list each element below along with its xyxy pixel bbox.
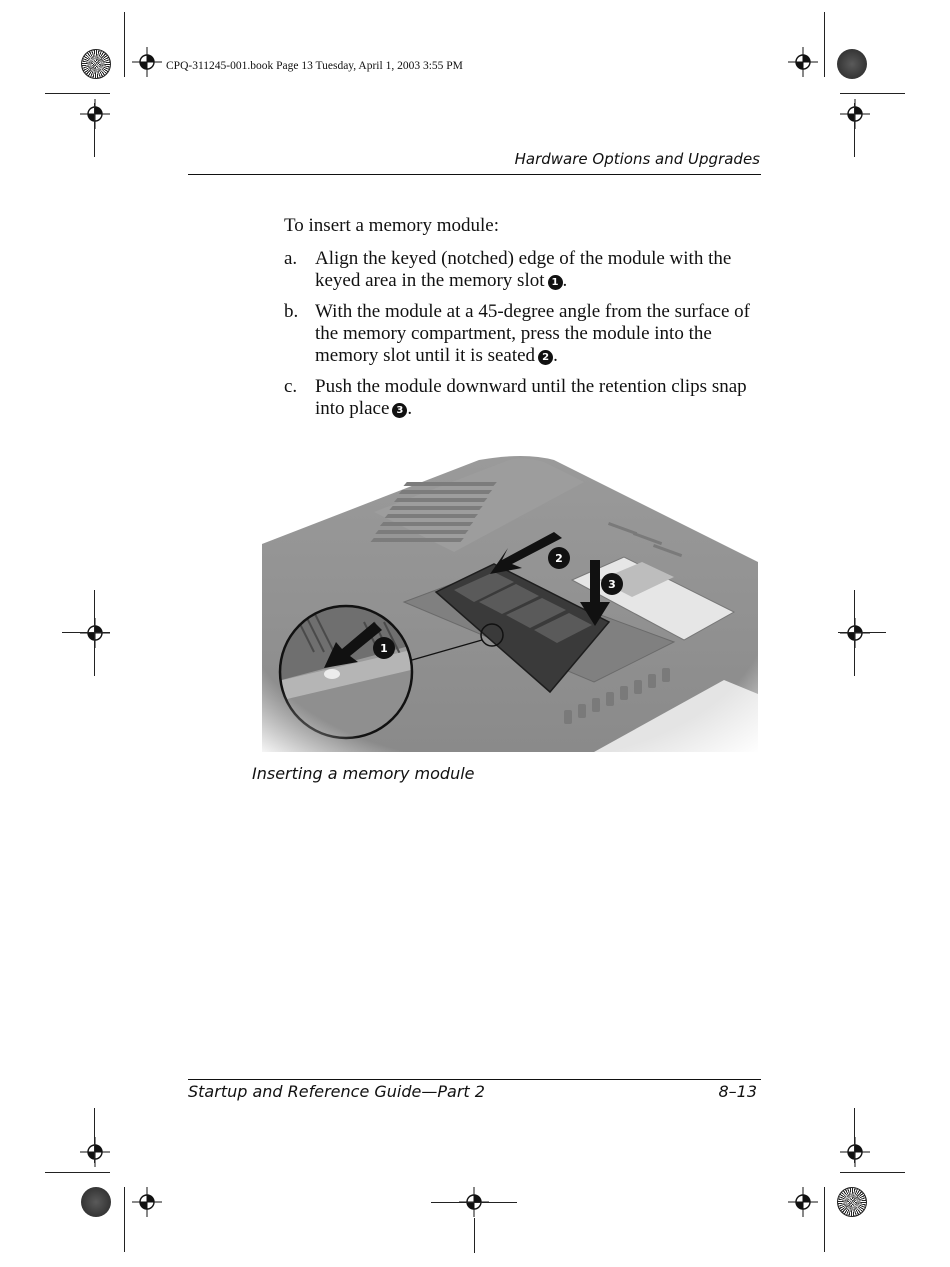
- crop-mark: [431, 1202, 517, 1203]
- crop-mark: [838, 632, 886, 633]
- registration-mark-icon: [840, 1137, 870, 1167]
- registration-mark-icon: [132, 47, 162, 77]
- step-letter: a.: [284, 248, 298, 269]
- crop-mark: [474, 1218, 475, 1253]
- crop-mark: [124, 12, 125, 77]
- step-text: Push the module downward until the retention clips snap into place: [315, 376, 747, 419]
- step-item: [284, 301, 764, 367]
- color-bar-circle-icon: [837, 49, 867, 79]
- crop-mark: [824, 1187, 825, 1252]
- step-end: .: [407, 398, 413, 419]
- registration-mark-icon: [840, 618, 870, 648]
- crop-mark: [840, 1172, 905, 1173]
- color-bar-circle-icon: [81, 49, 111, 79]
- registration-mark-icon: [788, 1187, 818, 1217]
- crop-mark: [840, 93, 905, 94]
- footer-title: Startup and Reference Guide—Part 2: [188, 1082, 485, 1101]
- step-item: [284, 248, 764, 292]
- color-bar-circle-icon: [81, 1187, 111, 1217]
- step-letter: c.: [284, 376, 298, 397]
- step-end: .: [562, 270, 568, 291]
- step-list: [284, 248, 764, 429]
- crop-mark: [854, 590, 855, 676]
- crop-mark: [854, 103, 855, 157]
- intro-text: To insert a memory module:: [284, 215, 500, 236]
- running-head: Hardware Options and Upgrades: [514, 150, 760, 168]
- callout-3-icon: 3: [392, 403, 407, 418]
- crop-mark: [62, 632, 110, 633]
- crop-mark: [45, 1172, 110, 1173]
- registration-mark-icon: [840, 99, 870, 129]
- print-slug: CPQ-311245-001.book Page 13 Tuesday, April 1, 2003 3:55 PM: [166, 60, 463, 72]
- step-item: [284, 376, 764, 420]
- crop-mark: [94, 103, 95, 157]
- step-text: Align the keyed (notched) edge of the module with the keyed area in the memory slot: [315, 248, 732, 291]
- figure-caption: Inserting a memory module: [252, 764, 475, 783]
- crop-mark: [94, 590, 95, 676]
- registration-mark-icon: [80, 618, 110, 648]
- registration-mark-icon: [132, 1187, 162, 1217]
- page-number: 8–13: [718, 1082, 757, 1101]
- registration-mark-icon: [80, 1137, 110, 1167]
- step-end: .: [553, 345, 558, 366]
- crop-mark: [94, 1108, 95, 1163]
- callout-1-icon: 1: [548, 275, 563, 290]
- footer-rule: [188, 1079, 761, 1080]
- registration-mark-icon: [788, 47, 818, 77]
- step-letter: b.: [284, 301, 299, 322]
- memory-module-illustration: [254, 452, 758, 756]
- crop-mark: [824, 12, 825, 77]
- step-text: With the module at a 45-degree angle from the surface of the memory compartment, press the module into the memory slot until it is seated: [315, 301, 750, 366]
- crop-mark: [45, 93, 110, 94]
- registration-mark-icon: [80, 99, 110, 129]
- callout-2-icon: 2: [538, 350, 553, 365]
- header-rule: [188, 174, 761, 175]
- color-bar-circle-icon: [837, 1187, 867, 1217]
- crop-mark: [854, 1108, 855, 1163]
- crop-mark: [124, 1187, 125, 1252]
